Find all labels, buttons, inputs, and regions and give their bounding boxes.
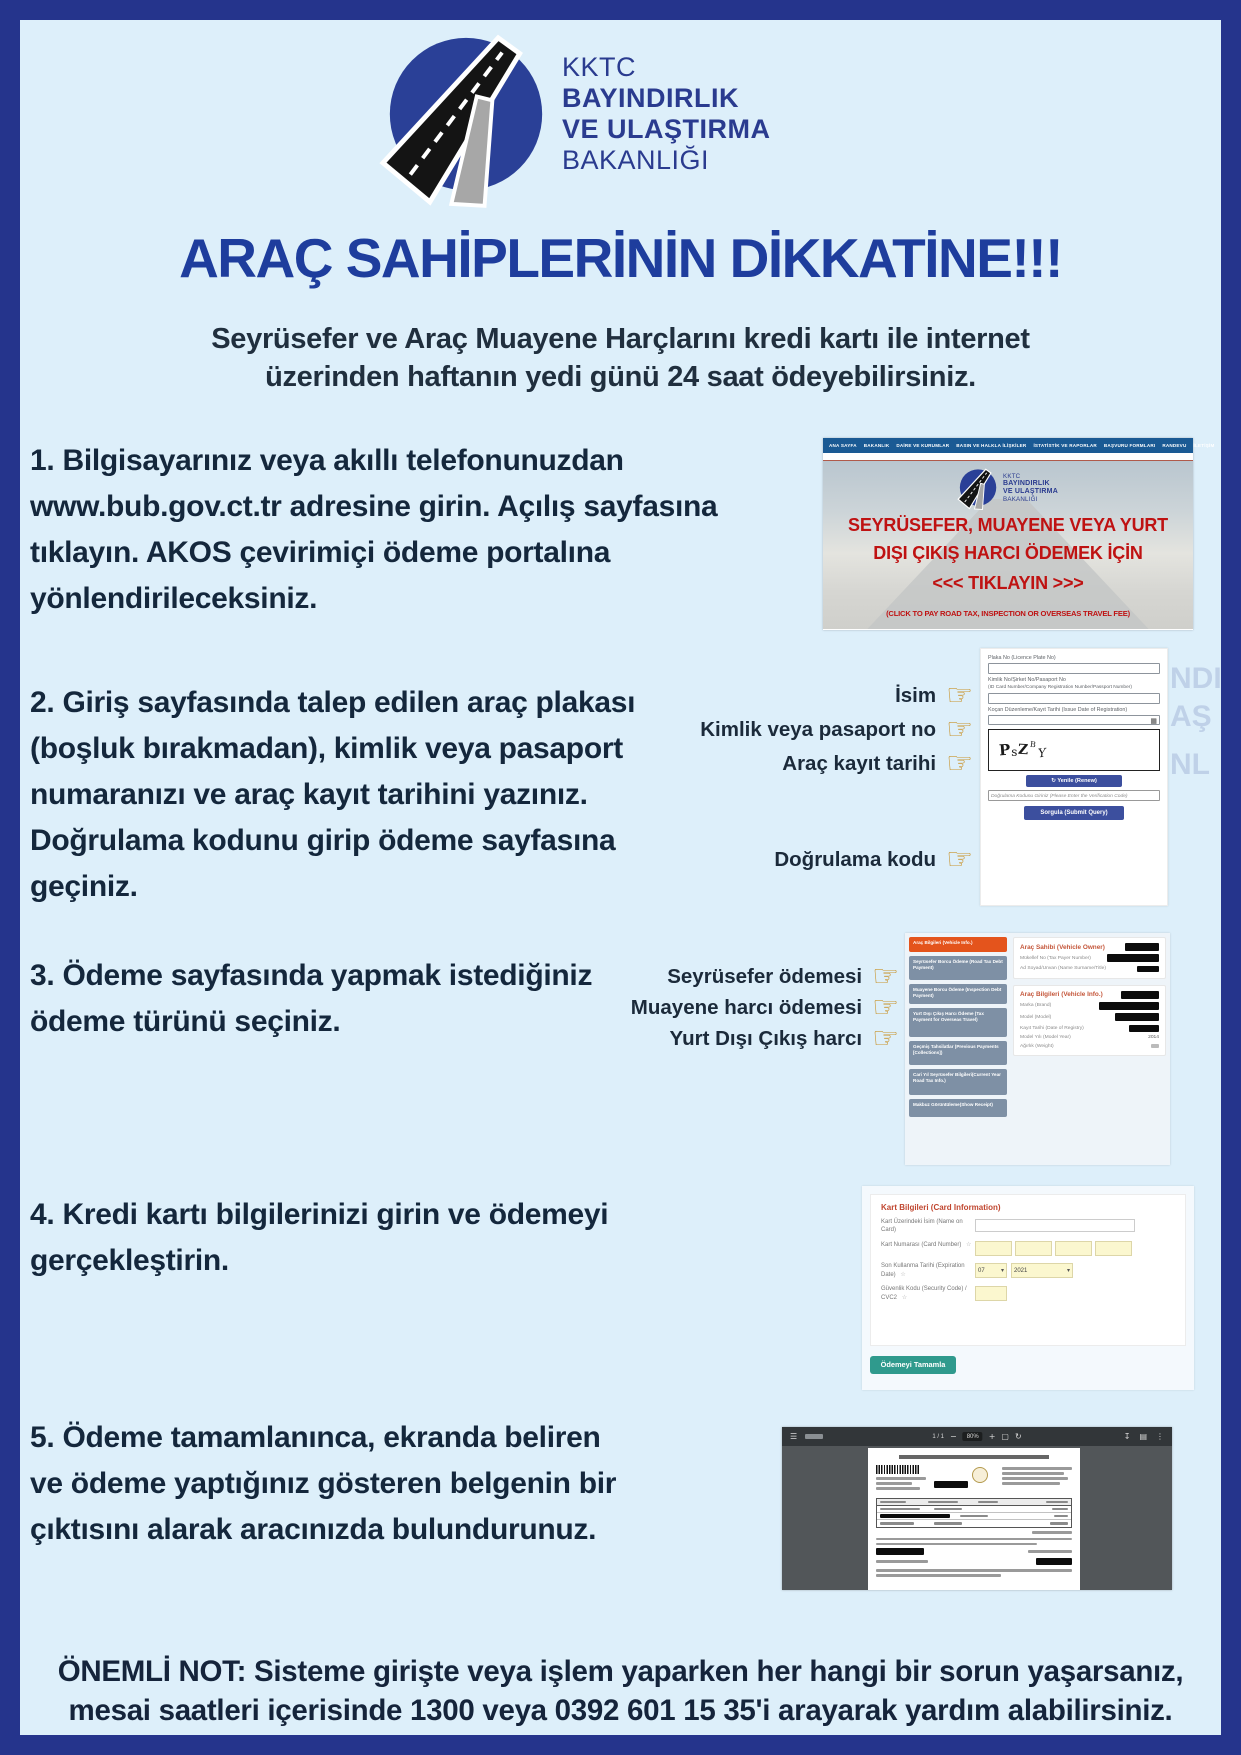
plate-input[interactable] (988, 663, 1160, 674)
portal-sidebar (909, 937, 1007, 1161)
mini-logo-icon (958, 467, 998, 509)
calendar-icon[interactable]: ▦ (1150, 717, 1157, 725)
name-on-card-input[interactable] (975, 1219, 1135, 1232)
cvc-input[interactable] (975, 1286, 1007, 1301)
expiry-group (975, 1263, 1073, 1278)
model-year-value: 2014 (1148, 1035, 1159, 1040)
pdf-filename-blur (805, 1434, 823, 1439)
sidebar-item-inspection[interactable]: Muayene Borcu Ödeme (Inspection Debt Payment) (909, 984, 1007, 1004)
expiry-month-select[interactable]: 07 ▾ (975, 1263, 1007, 1278)
print-icon[interactable]: ▤ (1139, 1432, 1147, 1441)
pointing-hand-icon: ☞ (946, 842, 973, 877)
nav-item-iletisim[interactable]: İLETİŞİM (1193, 443, 1215, 448)
sidebar-item-overseas[interactable]: Yurt Dışı Çıkış Harcı Ödeme (Tax Payment for Overseas Travel) (909, 1008, 1007, 1037)
plate-label: Plaka No (Licence Plate No) (988, 655, 1056, 661)
sidebar-item-previous-payments[interactable]: Geçmiş Tahsilatlar (Previous Payments [Collections]) (909, 1041, 1007, 1065)
note-line2: mesai saatleri içerisinde 1300 veya 0392 601 15 35'i arayarak yardım alabilirsiniz. (68, 1694, 1173, 1727)
watermark-fragment: AŞ (1170, 700, 1212, 733)
sidebar-item-road-tax[interactable]: Seyrüsefer Borcu Ödeme (Road Tax Debt Payment) (909, 956, 1007, 980)
label-muayene-odemesi: Muayene harcı ödemesi ☞ (630, 990, 899, 1025)
nav-item-basin[interactable]: BASIN VE HALKLA İLİŞKİLER (956, 443, 1027, 448)
label-kimlik: Kimlik veya pasaport no ☞ (700, 712, 973, 747)
pointing-hand-icon: ☞ (946, 712, 973, 747)
brand-label: Marka (Brand) (1020, 1003, 1052, 1008)
vehicle-heading: Araç Bilgileri (Vehicle Info.) (1020, 991, 1103, 998)
page-indicator: 1 / 1 (932, 1433, 944, 1440)
step-5-text: 5. Ödeme tamamlanınca, ekranda beliren ve ödeme yaptığınız gösteren belgenin bir çıktısını alarak aracınızda bulundurunuz. (30, 1421, 617, 1546)
ministry-logo-icon (383, 28, 549, 204)
label-dogrulama: Doğrulama kodu ☞ (774, 842, 973, 877)
card-number-input-2[interactable] (1015, 1241, 1052, 1256)
portal-main (1013, 937, 1166, 1161)
site-navbar (823, 438, 1215, 453)
org-line-bayindirlik: BAYINDIRLIK (562, 83, 740, 113)
redacted-table-row (880, 1514, 950, 1519)
date-input[interactable] (988, 715, 1160, 725)
banner-line-en: (CLICK TO PAY ROAD TAX, INSPECTION OR OVERSEAS TRAVEL FEE) (886, 609, 1130, 618)
pointing-hand-icon: ☞ (946, 746, 973, 781)
screenshot-card-form (862, 1186, 1194, 1390)
card-number-input-1[interactable] (975, 1241, 1012, 1256)
required-star-icon: ☆ (966, 1241, 972, 1248)
redacted-receipt-field (934, 1481, 968, 1488)
nav-item-home[interactable]: ANA SAYFA (829, 443, 857, 448)
expiry-year-select[interactable]: 2021 ▾ (1011, 1263, 1073, 1278)
redacted-taxpayer-no (1107, 954, 1159, 962)
pdf-toolbar-center (932, 1427, 1021, 1446)
pointing-hand-icon: ☞ (872, 959, 899, 994)
model-label: Model (Model) (1020, 1014, 1052, 1020)
card-info-heading: Kart Bilgileri (Card Information) (881, 1203, 1001, 1212)
redacted-receipt-name (876, 1548, 924, 1555)
id-input[interactable] (988, 693, 1160, 704)
barcode (876, 1465, 920, 1474)
label-isim: İsim ☞ (895, 678, 973, 713)
owner-heading: Araç Sahibi (Vehicle Owner) (1020, 943, 1105, 951)
pointing-hand-icon: ☞ (872, 990, 899, 1025)
screenshot-ministry-homepage (823, 438, 1215, 630)
id-label-en: (ID Card Number/Company Registration Number/Passport Number) (988, 685, 1132, 690)
renew-captcha-button[interactable]: ↻ Yenile (Renew) (1026, 775, 1122, 787)
cvc-label: Güvenlik Kodu (Security Code) / CVC2 ☆ (881, 1286, 967, 1301)
mini-ministry-logo (958, 467, 1058, 509)
banner-tiklayin-link[interactable]: <<< TIKLAYIN >>> (932, 573, 1084, 593)
id-label-tr: Kimlik No/Şirket No/Pasaport No (988, 677, 1066, 683)
weight-value-blur (1151, 1044, 1159, 1048)
chevron-down-icon: ▾ (1066, 1267, 1070, 1274)
subtitle-line2: üzerinden haftanın yedi günü 24 saat ödeyebilirsiniz. (265, 361, 976, 393)
nav-item-daire[interactable]: DAİRE VE KURUMLAR (896, 443, 950, 448)
receipt-table (876, 1498, 1072, 1528)
note-line1: ÖNEMLİ NOT: Sisteme girişte veya işlem yaparken her hangi bir sorun yaşarsanız, (57, 1655, 1184, 1688)
pointing-hand-icon: ☞ (872, 1021, 899, 1056)
card-number-input-3[interactable] (1055, 1241, 1092, 1256)
highway-photo (823, 461, 1193, 629)
org-line-kktc: KKTC (562, 52, 637, 82)
card-number-input-4[interactable] (1095, 1241, 1132, 1256)
step-1-text: 1. Bilgisayarınız veya akıllı telefonunuzdan www.bub.gov.ct.tr adresine girin. Açılış sayfasına tıklayın. AKOS çevirimiçi ödeme portalına yönlendirileceksiniz. (30, 444, 718, 615)
card-number-label: Kart Numarası (Card Number) ☆ (881, 1241, 972, 1248)
nav-item-basvuru[interactable]: BAŞVURU FORMLARI (1103, 443, 1156, 448)
download-icon[interactable]: ↧ (1123, 1432, 1131, 1441)
org-line-ulastirma: VE ULAŞTIRMA (562, 114, 771, 144)
nav-item-randevu[interactable]: RANDEVU (1162, 443, 1187, 448)
screenshot-pdf-viewer (782, 1427, 1172, 1590)
receipt-page (868, 1448, 1080, 1590)
step-4-text: 4. Kredi kartı bilgilerinizi girin ve ödemeyi gerçekleştirin. (30, 1198, 609, 1277)
taxpayer-label: Mükellef No (Tax Payer Number) (1020, 955, 1091, 961)
name-on-card-label: Kart Üzerindeki İsim (Name on Card) (881, 1219, 963, 1233)
screenshot-payment-portal (905, 933, 1170, 1165)
vehicle-card (1013, 985, 1166, 1056)
sidebar-item-show-receipt[interactable]: Makbuz Görüntüleme(Show Receipt) (909, 1099, 1007, 1117)
submit-query-button[interactable]: Sorgula (Submit Query) (1024, 806, 1124, 820)
expiry-label: Son Kullanma Tarihi (Expiration Date) ☆ (881, 1263, 965, 1278)
verification-code-input[interactable]: Doğrulama Kodunu Giriniz (Please Enter the Verification Code) (988, 790, 1160, 801)
sidebar-item-current-year[interactable]: Cari Yıl Seyrüsefer Bilgileri(Current Year Road Tax Info.) (909, 1069, 1007, 1095)
required-star-icon: ☆ (901, 1293, 908, 1301)
redacted-owner (1125, 943, 1159, 951)
label-seyrusefer-odemesi: Seyrüsefer ödemesi ☞ (667, 959, 899, 994)
redacted-model (1115, 1013, 1159, 1021)
card-number-group (975, 1241, 1132, 1256)
banner-line2[interactable]: DIŞI ÇIKIŞ HARCI ÖDEMEK İÇİN (873, 543, 1143, 563)
redacted-plate (1121, 991, 1159, 999)
name-label: Ad Soyad/Unvan (Name Surname/Title) (1020, 966, 1106, 971)
important-note (0, 1652, 1241, 1730)
receipt-title-blur (899, 1455, 1049, 1459)
sidebar-item-vehicle-info[interactable]: Araç Bilgileri (Vehicle Info.) (909, 937, 1007, 952)
rotate-icon[interactable]: ↻ (1014, 1432, 1022, 1441)
subtitle-line1: Seyrüsefer ve Araç Muayene Harçlarını kredi kartı ile internet (211, 323, 1030, 355)
owner-card (1013, 937, 1166, 979)
redacted-brand (1099, 1002, 1159, 1010)
watermark-fragment: NL (1170, 748, 1210, 781)
redacted-receipt-plate (1036, 1558, 1072, 1565)
menu-icon[interactable]: ☰ (790, 1432, 798, 1441)
redacted-registry-date (1129, 1025, 1159, 1032)
mini-logo-text: KKTC BAYINDIRLIK VE ULAŞTIRMA BAKANLIĞI (1003, 472, 1058, 503)
pdf-toolbar (782, 1427, 1172, 1446)
banner-line1[interactable]: SEYRÜSEFER, MUAYENE VEYA YURT (848, 515, 1168, 535)
date-label: Koçan Düzenleme/Kayıt Tarihi (Issue Date of Registration) (988, 707, 1128, 713)
pdf-toolbar-right (1124, 1427, 1164, 1446)
ministry-name (562, 52, 771, 176)
model-year-label: Model Yılı (Model Year) (1020, 1035, 1071, 1040)
card-info-panel (870, 1194, 1186, 1346)
label-kayit-tarihi: Araç kayıt tarihi ☞ (782, 746, 973, 781)
registry-date-label: Kayıt Tarihi (Date of Registry) (1020, 1025, 1084, 1031)
weight-label: Ağırlık (Weight) (1020, 1043, 1054, 1049)
pointing-hand-icon: ☞ (946, 678, 973, 713)
label-yurtdisi-harci: Yurt Dışı Çıkış harcı ☞ (669, 1021, 899, 1056)
zoom-out-icon[interactable]: − (950, 1432, 957, 1441)
captcha-image: P s Z B Y (988, 729, 1160, 771)
subtitle (0, 320, 1241, 396)
step-3-text: 3. Ödeme sayfasında yapmak istediğiniz ödeme türünü seçiniz. (30, 959, 593, 1038)
zoom-level: 80% (963, 1432, 983, 1441)
step-2-text: 2. Giriş sayfasında talep edilen araç plakası (boşluk bırakmadan), kimlik veya pasaport numaranızı ve araç kayıt tarihini yazınız. Doğrulama kodunu girip ödeme sayfasına geçiniz. (30, 686, 636, 903)
nav-item-istatistik[interactable]: İSTATİSTİK VE RAPORLAR (1033, 443, 1097, 448)
zoom-in-icon[interactable]: + (988, 1432, 996, 1441)
chevron-down-icon: ▾ (1000, 1267, 1004, 1274)
redacted-name (1137, 966, 1159, 972)
required-star-icon: ☆ (900, 1270, 906, 1278)
screenshot-query-form (980, 648, 1168, 906)
state-emblem (972, 1467, 988, 1483)
page-title: ARAÇ SAHİPLERİNİN DİKKATİNE!!! (179, 227, 1062, 289)
more-options-icon[interactable]: ⋮ (1156, 1432, 1164, 1441)
watermark-fragment: NDI (1170, 662, 1222, 695)
receipt-header (876, 1464, 1072, 1496)
fit-page-icon[interactable]: ▢ (1001, 1432, 1009, 1441)
complete-payment-button[interactable]: Ödemeyi Tamamla (870, 1356, 956, 1374)
org-line-bakanligi: BAKANLIĞI (562, 145, 710, 175)
nav-item-bakanlik[interactable]: BAKANLIK (863, 443, 890, 448)
navbar-divider (823, 453, 1193, 461)
